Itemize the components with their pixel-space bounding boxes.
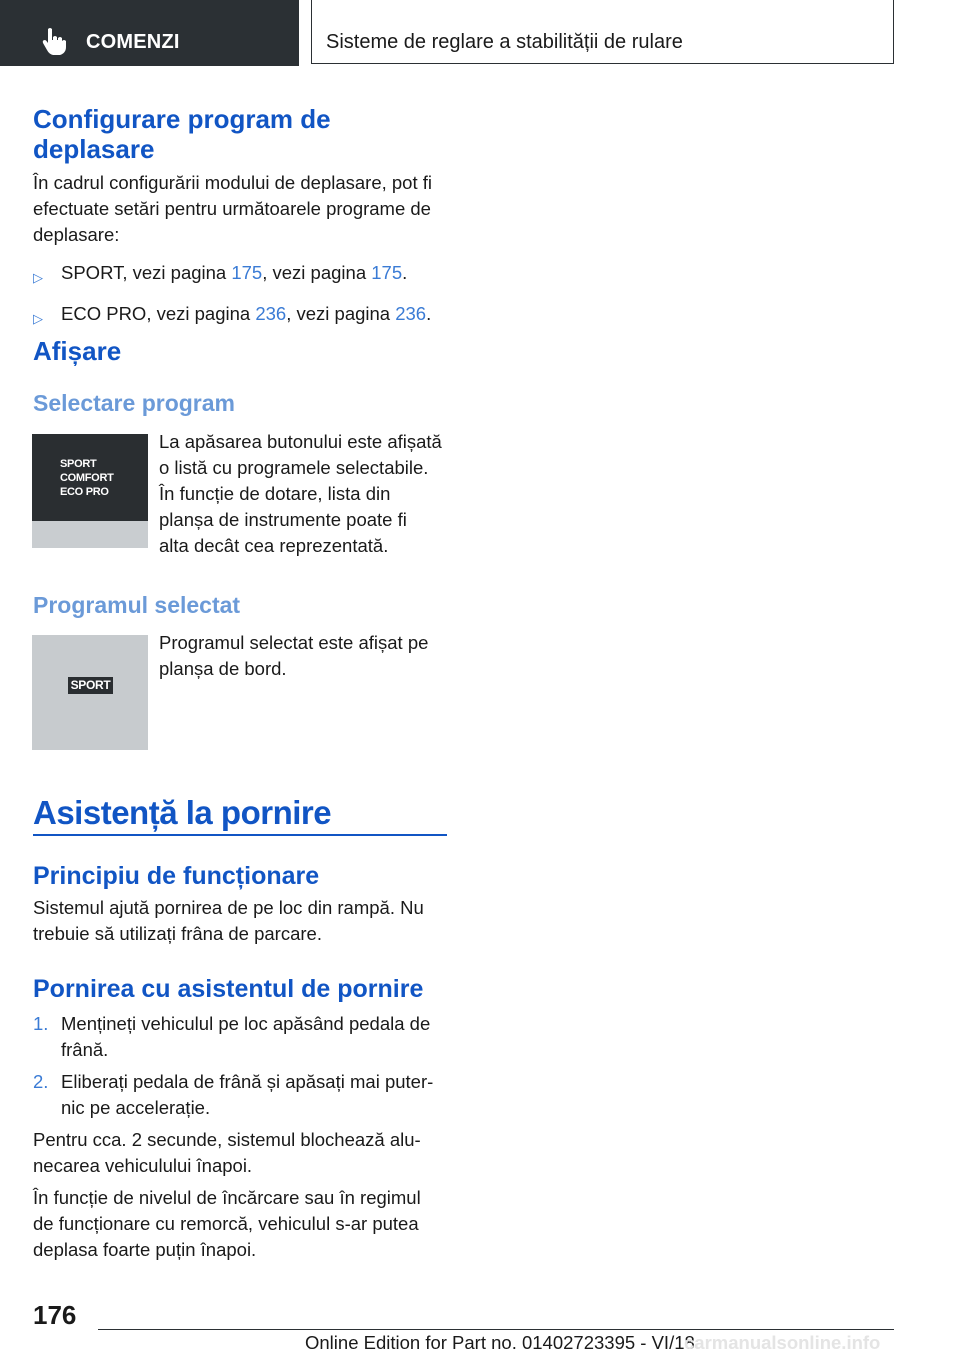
principle-section [33, 862, 447, 947]
start-title: Pornirea cu asistentul de pornire [33, 975, 424, 1003]
page-link[interactable]: 236 [255, 303, 287, 324]
start-section [33, 975, 447, 1263]
edition-text: Online Edition for Part no. 01402723395 - VI/18 [305, 1332, 695, 1353]
selected-program-image: SPORT [32, 635, 148, 750]
chapter-label: Sisteme de reglare a stabilității de rulare [326, 31, 683, 53]
list-item: ▷ ECO PRO, vezi pagina 236, vezi pagina 236. [33, 301, 447, 327]
section-label: COMENZI [86, 31, 180, 53]
assist-title: Asistență la pornire [33, 794, 332, 831]
list-item: 2. Eliberați pedala de frână și apăsați mai puter- nic pe accelerație. [33, 1071, 434, 1118]
display-section [33, 336, 447, 416]
select-program-text: La apăsarea butonului este afișată o listă cu programele selectabile. În funcție de dotare, lista din planșa de instrumente poate fi alta decât cea reprezentată. [159, 431, 442, 556]
list-item: ▷ SPORT, vezi pagina 175, vezi pagina 175. [33, 260, 447, 286]
page-link[interactable]: 236 [395, 303, 427, 324]
page-link[interactable]: 175 [231, 262, 263, 283]
program-list-image: SPORT COMFORT ECO PRO [32, 434, 148, 548]
hand-pointer-icon [38, 26, 68, 56]
configure-title: Configurare program de deplasare [33, 104, 331, 164]
select-program-title: Selectare program [33, 390, 235, 416]
start-paragraph: În funcție de nivelul de încărcare sau în regimul de funcționare cu remorcă, vehiculul s-ar putea deplasa foarte puțin înapoi. [33, 1187, 421, 1260]
selected-program-text: Programul selectat este afișat pe planșa de bord. [159, 632, 429, 679]
chapter-tab [311, 0, 894, 64]
principle-body: Sistemul ajută pornirea de pe loc din rampă. Nu trebuie să utilizați frâna de parcare. [33, 897, 424, 944]
footer-rule [98, 1329, 894, 1330]
section-rule [33, 834, 447, 836]
configure-body: În cadrul configurării modului de deplasare, pot fi efectuate setări pentru următoarele programe de deplasare: [33, 172, 433, 245]
watermark: carmanualsonline.info [684, 1332, 881, 1353]
triangle-bullet-icon: ▷ [33, 311, 43, 326]
principle-title: Principiu de funcționare [33, 862, 320, 890]
page-number: 176 [33, 1300, 77, 1330]
start-paragraph: Pentru cca. 2 secunde, sistemul blochează alu- necarea vehiculului înapoi. [33, 1129, 421, 1176]
section-tab [0, 0, 299, 66]
list-item: 1. Mențineți vehiculul pe loc apăsând pedala de frână. [33, 1013, 431, 1060]
display-title: Afișare [33, 336, 122, 366]
configure-section [33, 104, 447, 327]
selected-program-title: Programul selectat [33, 592, 241, 618]
triangle-bullet-icon: ▷ [33, 270, 43, 285]
page-link[interactable]: 175 [371, 262, 403, 283]
